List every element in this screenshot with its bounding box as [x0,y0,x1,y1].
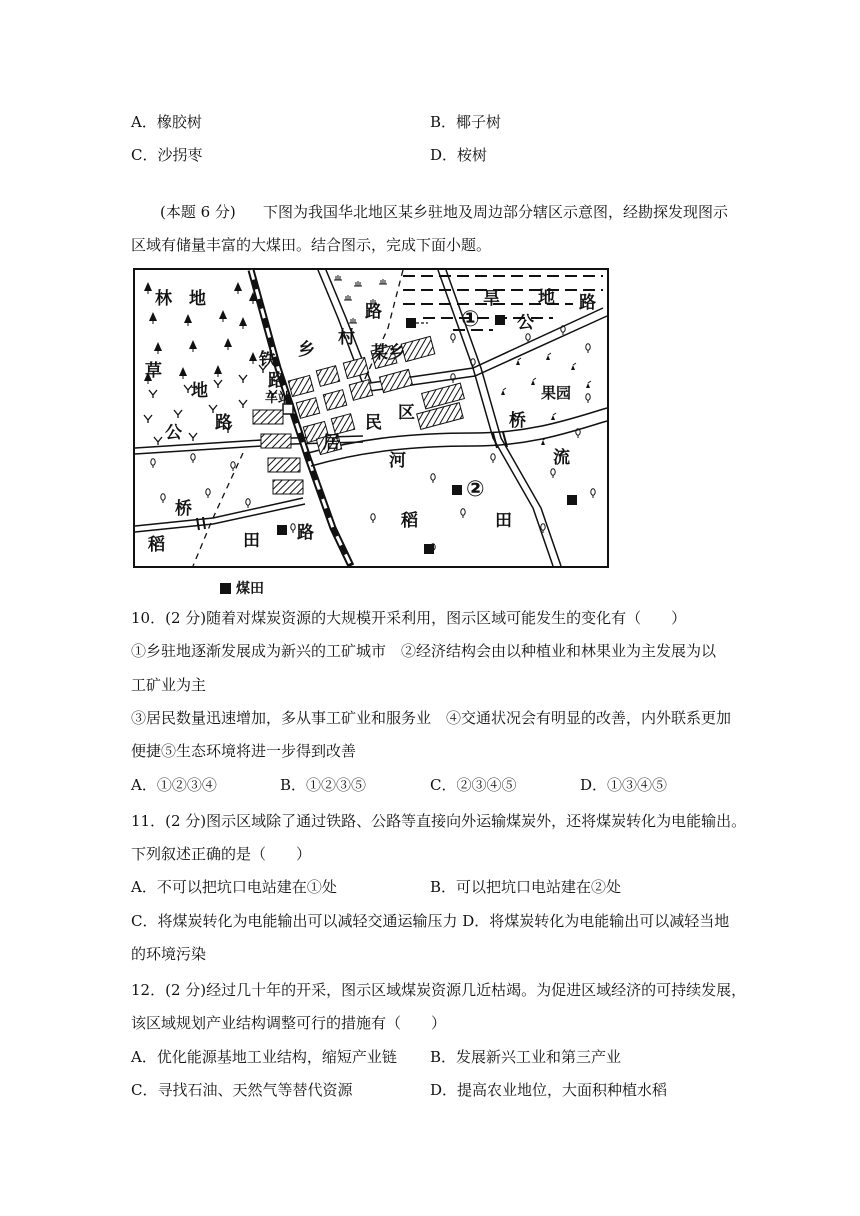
option-c: C．沙拐枣 [131,146,203,164]
q11-stem: 11．(2 分)图示区域除了通过铁路、公路等直接向外运输煤炭外，还将煤炭转化为电能输出。 [131,812,747,830]
q12-option-a: A．优化能源基地工业结构，缩短产业链 [131,1048,397,1066]
q10-statement: ③居民数量迅速增加，多从事工矿业和服务业 ④交通状况会有明显的改善，内外联系更加 [131,709,732,727]
option-a: A．橡胶树 [131,113,202,131]
label-gong-left: 公 [165,423,182,443]
q10-statement: 便捷⑤生态环境将进一步得到改善 [131,742,357,760]
label-min: 民 [365,413,382,433]
q10-option-b: B．①②③⑤ [280,776,367,794]
q11-option-cd-cont: 的环境污染 [131,945,207,963]
q12-stem: 12．(2 分)经过几十年的开采，图示区域煤炭资源几近枯竭。为促进区域经济的可持续发展， [131,981,747,999]
label-dry2: 地 [538,288,555,308]
q12-option-c: C．寻找石油、天然气等替代资源 [131,1081,353,1099]
label-rice2: 田 [243,531,260,551]
label-grass: 草 [145,361,162,381]
label-xiang: 乡 [298,340,315,360]
label-rice4: 田 [495,511,512,531]
q10-option-c: C．②③④⑤ [430,776,517,794]
label-rice3: 稻 [401,511,418,531]
label-cun: 村 [338,328,355,348]
label-rail: 铁 [259,350,276,370]
q10-option-a: A．①②③④ [131,776,217,794]
map-legend [220,578,264,598]
q12-stem: 该区域规划产业结构调整可行的措施有（ ） [131,1014,447,1032]
label-forest: 林 地 [155,289,206,309]
label-liu: 流 [553,448,570,468]
q11-option-cd: C．将煤炭转化为电能输出可以减轻交通运输压力 D．将煤炭转化为电能输出可以减轻当地 [131,912,730,930]
q10-option-d: D．①③④⑤ [580,776,668,794]
legend-label: 煤田 [236,581,264,597]
intro-line1: 下图为我国华北地区某乡驻地及周边部分辖区示意图，经勘探发现图示 [263,203,729,221]
marker-1: ① [461,307,480,332]
label-bridge-left: 桥 [175,499,192,519]
label-grass2: 地 [191,381,208,401]
region-map [133,268,609,568]
q11-stem: 下列叙述正确的是（ ） [131,845,312,863]
coal-field-icon [220,583,231,594]
label-qu: 区 [398,403,415,423]
label-gong-right: 公 [517,313,534,333]
label-rail-road: 路 [268,371,285,391]
label-orchard: 果园 [541,384,572,402]
label-bridge-right: 桥 [509,411,526,431]
intro-prefix: (本题 6 分) [160,203,236,221]
q10-statement: 工矿业为主 [131,676,207,694]
q10-stem: 10．(2 分)随着对煤炭资源的大规模开采利用，图示区域可能发生的变化有（ ） [131,609,687,627]
q11-option-b: B．可以把坑口电站建在②处 [430,878,622,896]
q10-statement: ①乡驻地逐渐发展成为新兴的工矿城市 ②经济结构会由以种植业和林果业为主发展为以 [131,642,717,660]
label-road-left: 路 [215,413,232,433]
q12-option-d: D．提高农业地位，大面积种植水稻 [430,1081,668,1099]
option-b: B．椰子树 [430,113,502,131]
label-road-bottom: 路 [297,523,314,543]
label-dry3: 路 [579,293,596,313]
q11-option-a: A．不可以把坑口电站建在①处 [131,878,337,896]
label-dry: 旱 [483,289,500,309]
label-lu-top: 路 [365,302,382,322]
label-mou-xiang: 某乡 [371,343,405,363]
label-ju: 居 [323,433,340,453]
label-he: 河 [389,451,406,471]
label-rice1: 稻 [148,535,165,555]
marker-2: ② [466,477,485,502]
option-d: D．桉树 [430,146,488,164]
label-station: 车站 [265,391,292,406]
intro-line2: 区域有储量丰富的大煤田。结合图示，完成下面小题。 [131,236,492,254]
q12-option-b: B．发展新兴工业和第三产业 [430,1048,622,1066]
